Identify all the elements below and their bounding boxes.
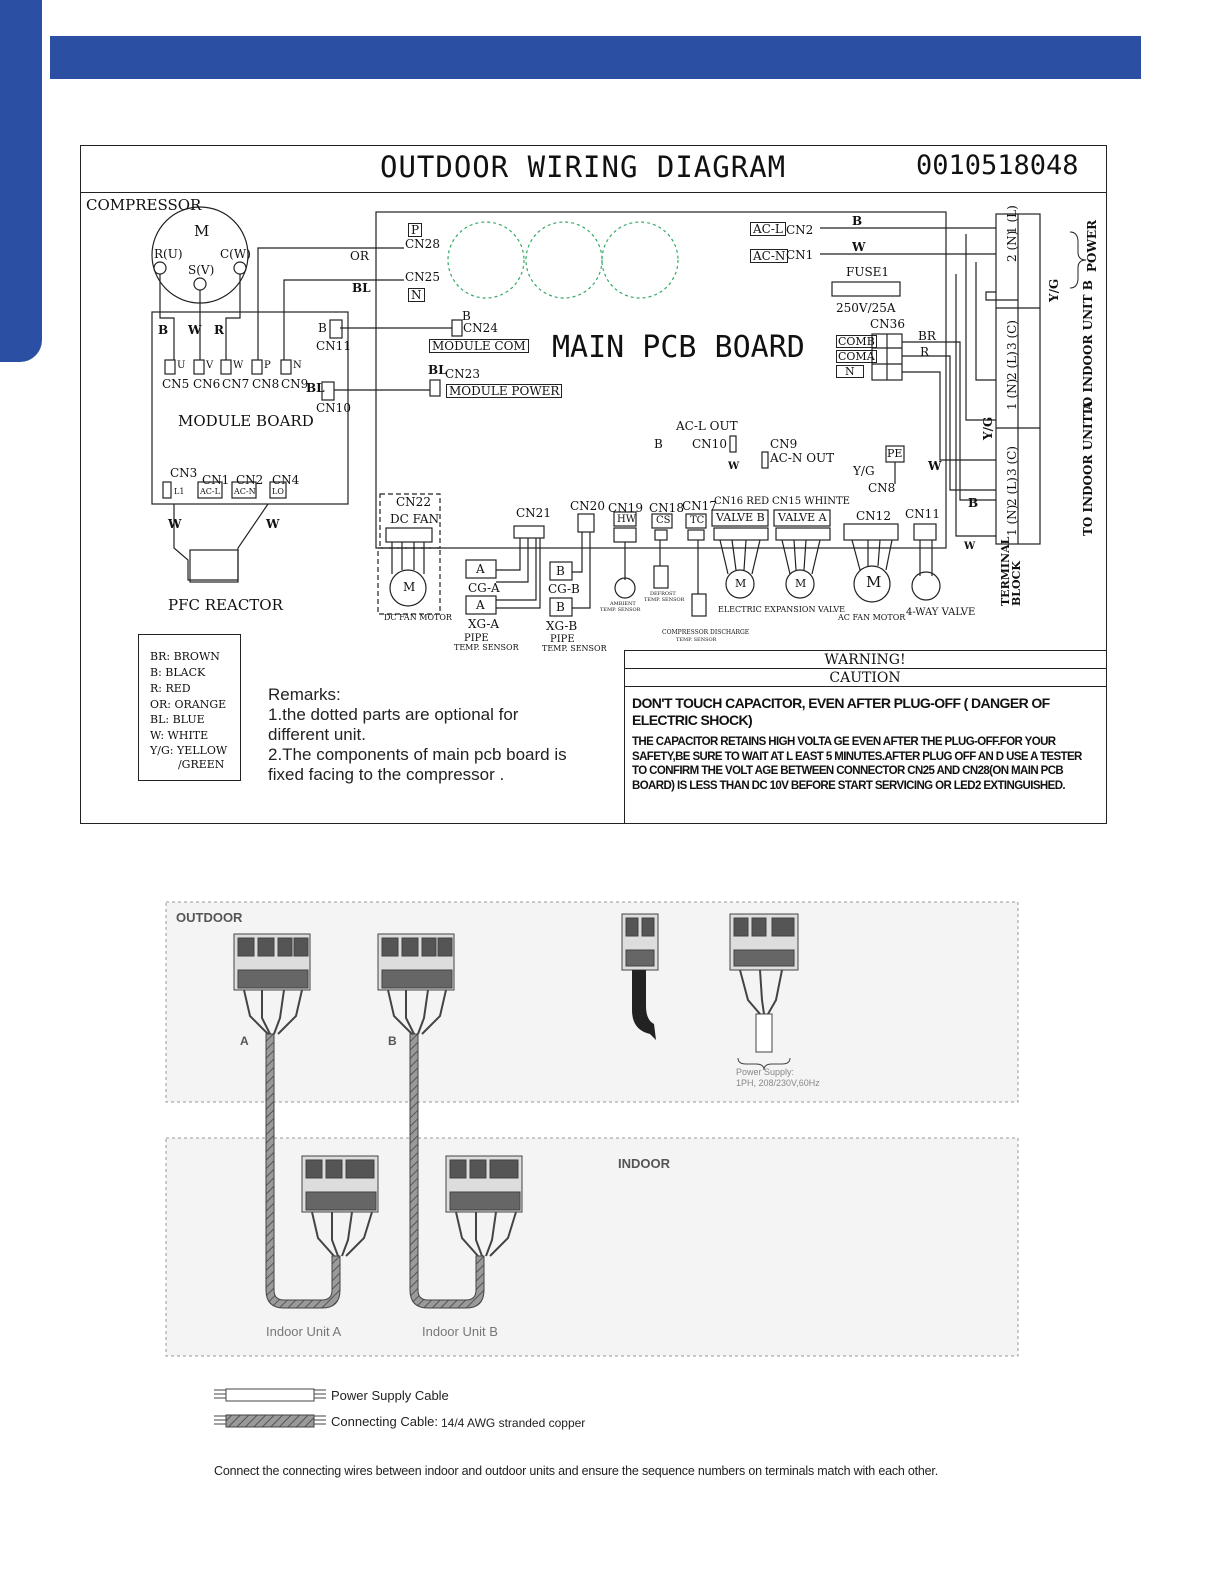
terminal-b-c: 3 (C) — [1005, 320, 1019, 350]
pcb-cn12: CN12 — [856, 509, 891, 523]
power-cable-legend: Power Supply Cable — [331, 1388, 449, 1403]
wire-br: BR — [918, 329, 936, 343]
wire-b: B — [158, 323, 169, 337]
connector-cn3: CN3 — [170, 466, 198, 480]
wire-yg-power: Y/G — [1047, 278, 1061, 302]
terminal-power-l: 1 (L) — [1005, 205, 1019, 234]
outdoor-label: OUTDOOR — [176, 910, 243, 925]
wire-yg-pe: Y/G — [853, 464, 875, 478]
pcb-cn17: CN17 — [682, 499, 717, 513]
discharge-sensor-label: TEMP. SENSOR — [676, 637, 717, 643]
legend-black: B: BLACK — [150, 666, 206, 679]
ac-fan-motor-m: M — [866, 573, 882, 591]
four-way-valve-label: 4-WAY VALVE — [906, 607, 976, 618]
power-supply-label: Power Supply: — [736, 1067, 795, 1077]
acl-out-label: AC-L OUT — [676, 419, 738, 433]
acn-out-label: AC-N OUT — [770, 451, 835, 465]
pcb-cn1: CN1 — [786, 248, 814, 262]
pcb-cn8: CN8 — [868, 481, 896, 495]
pin-u: U — [177, 360, 186, 371]
wire-w-bottom: W — [964, 541, 976, 552]
legend-orange: OR: ORANGE — [150, 698, 227, 711]
sensor-b-top: B — [556, 564, 565, 578]
wire-b-cn24: B — [462, 309, 471, 323]
dc-fan-motor-label: DC FAN MOTOR — [384, 613, 452, 622]
defrost-label: DEFROST — [650, 591, 676, 597]
connector-cn6: CN6 — [193, 377, 221, 391]
pipe-a-label: PIPE — [464, 633, 489, 644]
pcb-acl: AC-L — [750, 222, 786, 236]
warning-body: THE CAPACITOR RETAINS HIGH VOLTA GE EVEN AFTER THE PLUG-OFF.FOR YOUR SAFETY,BE SURE TO WAIT AT L EAST 5 MINUTES.AFTER PLUG OFF AN D USE A TESTER TO CONFIRM THE VOLT AGE BETWEEN CONNECTOR CN25 AND CN28(ON MAIN PCB BOARD) IS LESS THAN DC 10V BEFORE START SERVICING OR LED2 EXTINGUISHED. — [632, 736, 1082, 792]
remarks-line-1: 1.the dotted parts are optional for — [268, 705, 519, 724]
pin-n-cn36: N — [836, 365, 864, 378]
legend-brown: BR: BROWN — [150, 650, 220, 663]
pfc-reactor-label: PFC REACTOR — [168, 596, 283, 614]
pcb-cn21: CN21 — [516, 506, 551, 520]
caution-title: CAUTION — [829, 670, 901, 686]
connector-cn11: CN11 — [316, 339, 351, 353]
wire-r-cn36: R — [920, 345, 930, 359]
connector-cn28: CN28 — [405, 237, 440, 251]
pipe-b-label: PIPE — [550, 634, 575, 645]
indoor-label: INDOOR — [618, 1156, 670, 1171]
connecting-cable-legend: Connecting Cable: — [331, 1414, 438, 1429]
wire-w-power: W — [852, 240, 866, 254]
temp-sensor-b-label: TEMP. SENSOR — [542, 644, 607, 653]
dc-fan-motor-m: M — [403, 580, 416, 594]
fuse-rating: 250V/25A — [836, 301, 896, 315]
diagram-number: 0010518048 — [916, 150, 1079, 181]
connector-cn25: CN25 — [405, 270, 440, 284]
pin-hw: HW — [617, 514, 636, 525]
pin-n: N — [293, 360, 302, 371]
pin-lo: LO — [272, 487, 284, 496]
cable-b-label: B — [388, 1034, 397, 1048]
remarks-line-3: 2.The components of main pcb board is — [268, 745, 567, 764]
wire-w: W — [188, 323, 202, 337]
legend-yellow: Y/G: YELLOW — [150, 744, 228, 757]
pin-coma: COMA — [838, 350, 875, 363]
cg-b-label: CG-B — [548, 582, 580, 596]
wire-r: R — [214, 323, 224, 337]
pin-p: P — [264, 360, 271, 371]
module-power-label: MODULE POWER — [446, 384, 562, 398]
xg-a-label: XG-A — [468, 617, 500, 631]
eev-label: ELECTRIC EXPANSION VALVE — [718, 605, 845, 614]
indoor-unit-b-label: Indoor Unit B — [422, 1324, 498, 1339]
pcb-cn19: CN19 — [608, 501, 643, 515]
pin-p-cn28: P — [408, 223, 422, 237]
dc-fan-label: DC FAN — [390, 512, 440, 526]
warning-heading: DON'T TOUCH CAPACITOR, EVEN AFTER PLUG-OFF ( DANGER OF ELECTRIC SHOCK) — [632, 695, 1050, 728]
pcb-cn16: CN16 RED — [714, 496, 770, 507]
connector-cn5: CN5 — [162, 377, 190, 391]
ambient-label: AMBIENT — [610, 601, 636, 607]
wire-w-right: W — [928, 459, 942, 473]
pin-acn: AC-N — [234, 487, 256, 496]
power-label: POWER — [1085, 219, 1099, 272]
pcb-cn2: CN2 — [786, 223, 814, 237]
compressor-cw: C(W) — [220, 247, 251, 261]
compressor-label: COMPRESSOR — [86, 196, 202, 214]
connector-cn8: CN8 — [252, 377, 280, 391]
wire-w-pfc2: W — [266, 517, 280, 531]
xg-b-label: XG-B — [546, 619, 578, 633]
wire-b-power: B — [852, 214, 863, 228]
remarks-line-4: fixed facing to the compressor . — [268, 765, 505, 784]
terminal-a-c: 3 (C) — [1005, 446, 1019, 476]
main-pcb-label: MAIN PCB BOARD — [552, 330, 805, 365]
pin-cs: CS — [656, 515, 671, 526]
diagram-title: OUTDOOR WIRING DIAGRAM — [380, 150, 787, 184]
wire-or: OR — [350, 249, 369, 263]
connector-cn4: CN4 — [272, 473, 300, 487]
defrost-sensor-label: TEMP. SENSOR — [644, 597, 685, 603]
pcb-cn15: CN15 WHINTE — [772, 496, 850, 507]
pin-comb: COMB — [838, 335, 875, 348]
terminal-a-n: 1 (N) — [1005, 504, 1019, 536]
pcb-cn20: CN20 — [570, 499, 605, 513]
legend-white: W: WHITE — [150, 729, 209, 742]
pcb-cn22: CN22 — [396, 495, 431, 509]
terminal-a-l: 2 (L) — [1005, 477, 1019, 506]
connector-cn36: CN36 — [870, 317, 905, 331]
module-com-label: MODULE COM — [429, 339, 529, 353]
legend-blue: BL: BLUE — [150, 713, 205, 726]
legend-green: /GREEN — [150, 758, 225, 771]
legend-red: R: RED — [150, 682, 191, 695]
pin-pe: PE — [887, 447, 903, 460]
valve-b-m: M — [735, 577, 747, 590]
terminal-b-n: 1 (N) — [1005, 378, 1019, 410]
cg-a-label: CG-A — [468, 581, 500, 595]
wire-b-cn11: B — [318, 321, 327, 335]
ambient-sensor-label: TEMP. SENSOR — [600, 607, 641, 613]
pin-tc: TC — [690, 515, 705, 526]
wire-bl: BL — [352, 281, 371, 295]
wire-bl-cn23: BL — [428, 363, 447, 377]
valve-a-m: M — [795, 577, 807, 590]
pcb-acn: AC-N — [750, 249, 788, 263]
pcb-cn10: CN10 — [692, 437, 727, 451]
pin-w: W — [233, 360, 244, 371]
indoor-unit-a-label: Indoor Unit A — [266, 1324, 342, 1339]
sensor-b-bottom: B — [556, 600, 565, 614]
compressor-sv: S(V) — [188, 263, 215, 277]
wire-w-cn10: W — [728, 461, 740, 472]
connector-cn1: CN1 — [202, 473, 230, 487]
pcb-cn11: CN11 — [905, 507, 940, 521]
connector-cn10: CN10 — [316, 401, 351, 415]
compressor-m: M — [194, 222, 210, 240]
pcb-cn18: CN18 — [649, 501, 684, 515]
connector-cn23: CN23 — [445, 367, 480, 381]
connector-cn24: CN24 — [463, 321, 498, 335]
valve-b-label: VALVE B — [716, 511, 765, 524]
valve-a-label: VALVE A — [778, 511, 827, 524]
to-indoor-a-label: TO INDOOR UNIT A — [1081, 400, 1095, 536]
outdoor-panel — [166, 902, 1018, 1102]
power-cable — [756, 1014, 772, 1052]
pin-v: V — [206, 360, 214, 371]
pin-n-cn25: N — [408, 288, 425, 302]
wire-yg-unit: Y/G — [981, 416, 995, 440]
wire-w-pfc1: W — [168, 517, 182, 531]
cable-a-label: A — [240, 1034, 249, 1048]
compressor-ru: R(U) — [154, 247, 183, 261]
terminal-b-l: 2 (L) — [1005, 351, 1019, 380]
connection-note: Connect the connecting wires between indoor and outdoor units and ensure the sequence numbers on terminals match with each other. — [214, 1464, 938, 1478]
power-supply-spec: 1PH, 208/230V,60Hz — [736, 1078, 820, 1088]
warning-title: WARNING! — [824, 652, 906, 668]
connector-cn2: CN2 — [236, 473, 264, 487]
pin-acl: AC-L — [200, 487, 220, 496]
terminal-power-n: 2 (N) — [1005, 230, 1019, 262]
sensor-a-bottom: A — [476, 598, 485, 612]
pcb-cn9: CN9 — [770, 437, 798, 451]
wire-b-right: B — [968, 496, 979, 510]
ac-fan-motor-label: AC FAN MOTOR — [838, 613, 906, 622]
to-indoor-b-label: TO INDOOR UNIT B — [1081, 280, 1095, 416]
connector-cn7: CN7 — [222, 377, 250, 391]
terminal-block-label: TERMINAL BLOCK — [999, 536, 1023, 606]
connector-cn9: CN9 — [281, 377, 309, 391]
remarks-title: Remarks: — [268, 685, 341, 704]
remarks-line-2: different unit. — [268, 725, 366, 744]
wire-b-cn10: B — [654, 437, 663, 451]
discharge-label: COMPRESSOR DISCHARGE — [662, 629, 750, 636]
pin-l1: L1 — [174, 487, 185, 496]
connecting-cable-spec: 14/4 AWG stranded copper — [441, 1416, 586, 1430]
wire-bl-cn10: BL — [306, 381, 325, 395]
fuse-label: FUSE1 — [846, 265, 890, 279]
temp-sensor-a-label: TEMP. SENSOR — [454, 643, 519, 652]
sensor-a-top: A — [476, 562, 485, 576]
module-board-label: MODULE BOARD — [178, 412, 314, 430]
